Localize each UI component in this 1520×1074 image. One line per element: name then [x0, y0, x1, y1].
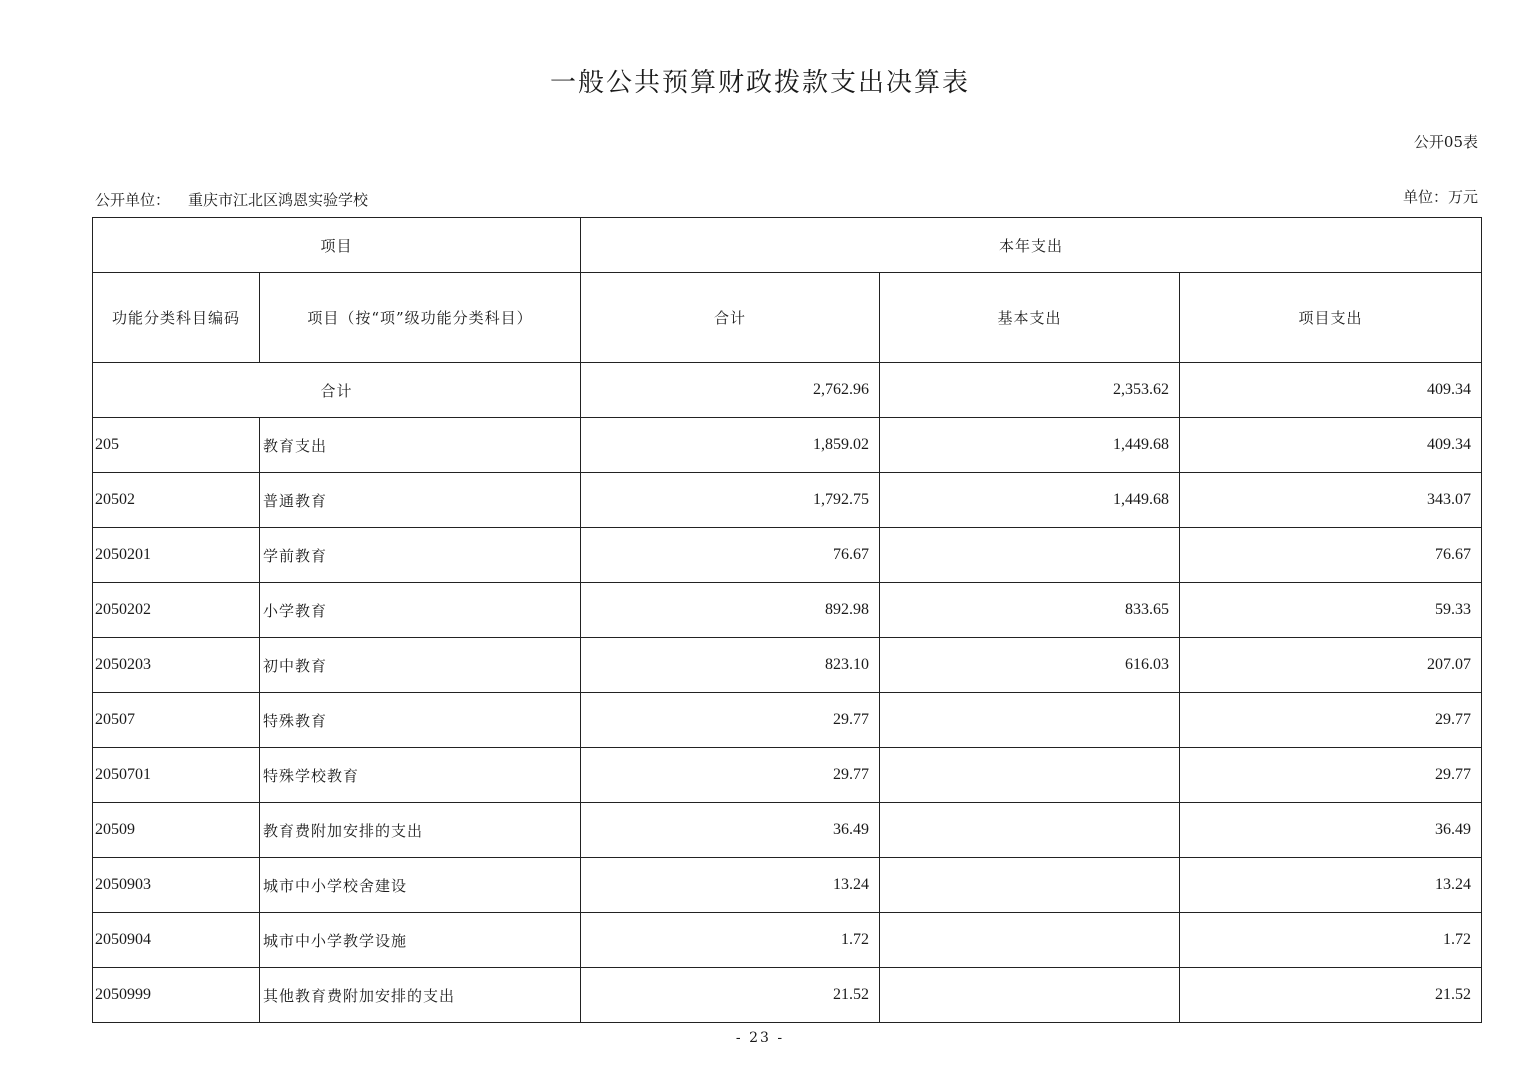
row-name: 教育费附加安排的支出: [260, 803, 581, 858]
row-project: 207.07: [1180, 638, 1482, 693]
row-total: 29.77: [581, 693, 880, 748]
row-total: 29.77: [581, 748, 880, 803]
total-row: [93, 363, 1482, 418]
row-basic: [880, 803, 1180, 858]
row-code: 2050903: [93, 858, 260, 913]
header-code: 功能分类科目编码: [93, 273, 260, 363]
row-code: 2050201: [93, 528, 260, 583]
row-basic: [880, 968, 1180, 1023]
row-basic: 833.65: [880, 583, 1180, 638]
row-basic: [880, 693, 1180, 748]
row-code: 2050904: [93, 913, 260, 968]
publisher-name: 重庆市江北区鸿恩实验学校: [188, 191, 369, 209]
unit-label: 单位：万元: [1402, 188, 1478, 206]
row-name: 特殊教育: [260, 693, 581, 748]
total-project: 409.34: [1180, 363, 1482, 418]
row-total: 1.72: [581, 913, 880, 968]
header-item-name: 项目（按“项”级功能分类科目）: [260, 273, 581, 363]
row-project: 76.67: [1180, 528, 1482, 583]
row-code: 20507: [93, 693, 260, 748]
page-title: 一般公共预算财政拨款支出决算表: [549, 68, 970, 98]
row-code: 2050999: [93, 968, 260, 1023]
table-row: [93, 858, 1482, 913]
total-label: 合计: [93, 363, 581, 418]
row-project: 343.07: [1180, 473, 1482, 528]
table-row: [93, 418, 1482, 473]
row-basic: [880, 748, 1180, 803]
table-row: [93, 638, 1482, 693]
row-total: 13.24: [581, 858, 880, 913]
row-basic: 616.03: [880, 638, 1180, 693]
row-basic: [880, 913, 1180, 968]
table-row: [93, 528, 1482, 583]
row-project: 36.49: [1180, 803, 1482, 858]
row-code: 2050203: [93, 638, 260, 693]
row-project: 29.77: [1180, 748, 1482, 803]
total-total: 2,762.96: [581, 363, 880, 418]
row-total: 823.10: [581, 638, 880, 693]
form-number: 公开05表: [1413, 133, 1478, 151]
row-total: 76.67: [581, 528, 880, 583]
row-project: 1.72: [1180, 913, 1482, 968]
row-name: 城市中小学教学设施: [260, 913, 581, 968]
publisher-label: 公开单位：: [95, 191, 171, 209]
publisher-info: [95, 189, 368, 210]
row-basic: 1,449.68: [880, 473, 1180, 528]
page-number: - 23 -: [735, 1030, 785, 1046]
table-row: [93, 583, 1482, 638]
row-total: 1,792.75: [581, 473, 880, 528]
row-basic: 1,449.68: [880, 418, 1180, 473]
row-project: 59.33: [1180, 583, 1482, 638]
row-code: 2050701: [93, 748, 260, 803]
table-row: [93, 693, 1482, 748]
header-total: 合计: [581, 273, 880, 363]
table-row: [93, 473, 1482, 528]
table-row: [93, 803, 1482, 858]
header-current-year: 本年支出: [581, 218, 1482, 273]
row-code: 205: [93, 418, 260, 473]
header-item: 项目: [93, 218, 581, 273]
table-row: [93, 748, 1482, 803]
row-code: 2050202: [93, 583, 260, 638]
row-name: 学前教育: [260, 528, 581, 583]
header-basic: 基本支出: [880, 273, 1180, 363]
row-basic: [880, 858, 1180, 913]
header-row-2: [93, 273, 1482, 363]
row-total: 892.98: [581, 583, 880, 638]
row-name: 特殊学校教育: [260, 748, 581, 803]
row-project: 13.24: [1180, 858, 1482, 913]
row-name: 普通教育: [260, 473, 581, 528]
row-total: 21.52: [581, 968, 880, 1023]
row-name: 城市中小学校舍建设: [260, 858, 581, 913]
row-name: 教育支出: [260, 418, 581, 473]
table-row: [93, 913, 1482, 968]
row-project: 21.52: [1180, 968, 1482, 1023]
row-total: 1,859.02: [581, 418, 880, 473]
row-code: 20509: [93, 803, 260, 858]
row-name: 小学教育: [260, 583, 581, 638]
total-basic: 2,353.62: [880, 363, 1180, 418]
expenditure-table: [92, 217, 1482, 1023]
table-row: [93, 968, 1482, 1023]
header-row-1: [93, 218, 1482, 273]
row-name: 其他教育费附加安排的支出: [260, 968, 581, 1023]
row-total: 36.49: [581, 803, 880, 858]
header-project: 项目支出: [1180, 273, 1482, 363]
row-project: 29.77: [1180, 693, 1482, 748]
row-name: 初中教育: [260, 638, 581, 693]
row-code: 20502: [93, 473, 260, 528]
row-project: 409.34: [1180, 418, 1482, 473]
row-basic: [880, 528, 1180, 583]
